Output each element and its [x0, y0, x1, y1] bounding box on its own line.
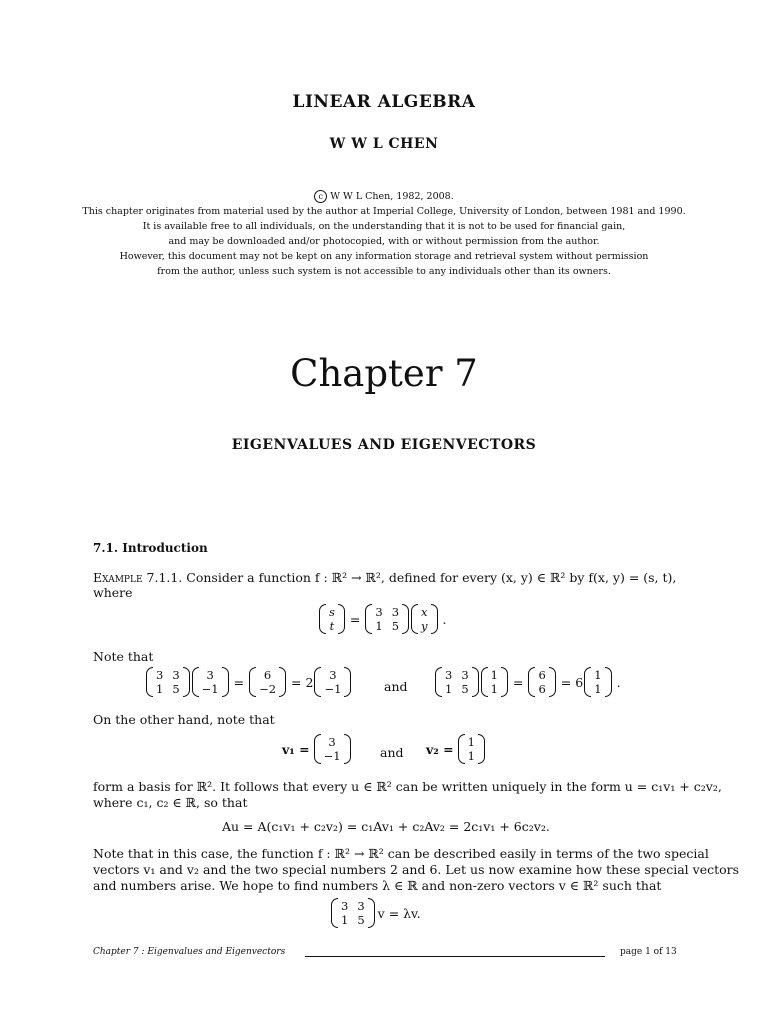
paragraph-line-1: Note that in this case, the function f : ℝ² → ℝ² can be described easily in terms of the two special [93, 846, 709, 861]
section-heading: 7.1. Introduction [93, 541, 208, 555]
copyright-text: W W L Chen, 1982, 2008. [330, 191, 454, 202]
paragraph-line-2: vectors v₁ and v₂ and the two special numbers 2 and 6. Let us now examine how these special vectors [93, 862, 740, 877]
chapter-subtitle: EIGENVALUES AND EIGENVECTORS [231, 437, 537, 453]
basis-line-2: where c₁, c₂ ∈ ℝ, so that [93, 795, 248, 810]
eigen-rhs: v = λv. [377, 905, 421, 921]
paragraph-line-3: and numbers arise. We hope to find numbers λ ∈ ℝ and non-zero vectors v ∈ ℝ² such that [93, 878, 662, 893]
other-hand-text: On the other hand, note that [93, 712, 275, 727]
example-number: 7.1.1. [146, 570, 183, 585]
vector-st: s t [319, 604, 345, 634]
chapter-heading: Chapter 7 [290, 352, 478, 395]
book-title: LINEAR ALGEBRA [292, 92, 476, 112]
eigen-check-1: 3 3 1 5 3 −1 = 6 −2 = 2 3 −1 [145, 667, 352, 697]
eigen-equation: 3 3 1 5 v = λv. [330, 898, 421, 928]
matrix-A: 3 3 1 5 [365, 604, 409, 634]
notice-line-4: However, this document may not be kept on any information storage and retrieval system without permission [119, 251, 649, 262]
author-name: W W L CHEN [329, 136, 439, 152]
example-paragraph [93, 570, 683, 586]
eigen-check-2: 3 3 1 5 1 1 = 6 6 = 6 1 1 . [434, 667, 625, 697]
and-text-2: and [380, 745, 404, 760]
notice-line-1: This chapter originates from material used by the author at Imperial College, University of London, between 1981 and 1990. [82, 206, 686, 217]
vector-xy: x y [411, 604, 438, 634]
example-label: Example [93, 570, 143, 585]
where-text: where [93, 585, 133, 600]
notice-line-3: and may be downloaded and/or photocopied, with or without permission from the author. [168, 236, 600, 247]
v2-definition: v₂ = 1 1 [426, 734, 486, 764]
copyright-line [0, 189, 768, 204]
notice-line-5: from the author, unless such system is not accessible to any individuals other than its owners. [157, 266, 611, 277]
copyright-symbol-icon: c [314, 190, 327, 203]
footer-chapter-title: Chapter 7 : Eigenvalues and Eigenvectors [93, 947, 286, 957]
note-that-text: Note that [93, 649, 154, 664]
and-text-1: and [384, 679, 408, 694]
basis-line-1: form a basis for ℝ². It follows that every u ∈ ℝ² can be written uniquely in the form u = c₁v₁ + c₂v₂, [93, 779, 722, 794]
equation-Au: Au = A(c₁v₁ + c₂v₂) = c₁Av₁ + c₂Av₂ = 2c₁v₁ + 6c₂v₂. [222, 819, 550, 834]
v1-definition: v₁ = 3 −1 [282, 734, 352, 764]
function-equation: s t = 3 3 1 5 x y . [318, 604, 451, 634]
notice-line-2: It is available free to all individuals, on the understanding that it is not to be used for financial gain, [142, 221, 626, 232]
footer-rule [305, 956, 605, 957]
footer-page-number: page 1 of 13 [620, 947, 677, 957]
example-text: Consider a function f : ℝ² → ℝ², defined for every (x, y) ∈ ℝ² by f(x, y) = (s, t), [186, 570, 677, 585]
